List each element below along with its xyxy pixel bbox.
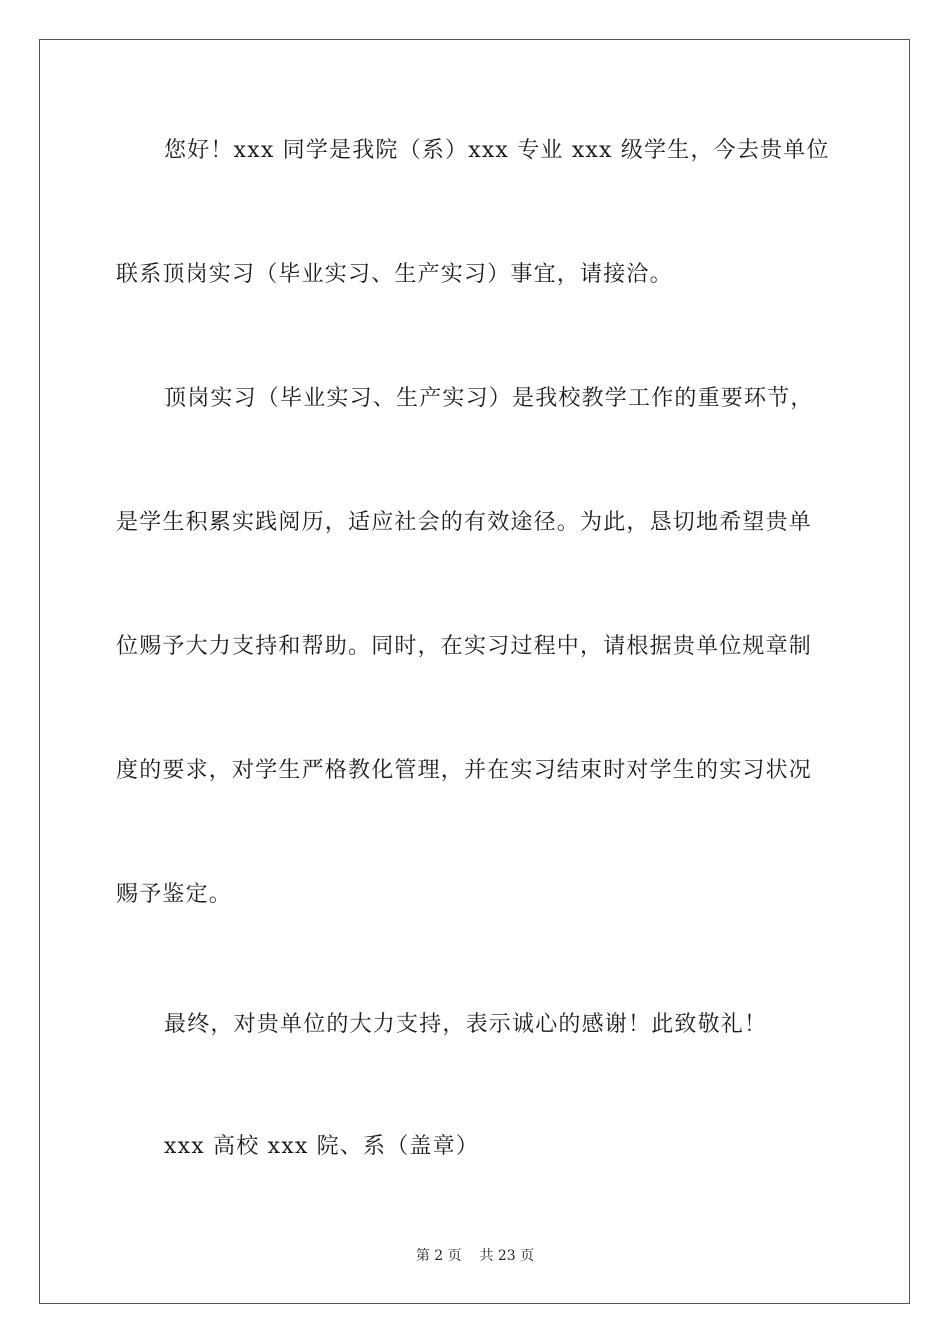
page-number: 第 2 页: [415, 1248, 462, 1264]
paragraph-line: 位赐予大力支持和帮助。同时，在实习过程中，请根据贵单位规章制: [116, 634, 813, 659]
paragraph-line: 您好！xxx 同学是我院（系）xxx 专业 xxx 级学生，今去贵单位: [164, 138, 830, 163]
paragraph-line: 度的要求，对学生严格教化管理，并在实习结束时对学生的实习状况: [116, 758, 813, 783]
paragraph-line: 顶岗实习（毕业实习、生产实习）是我校教学工作的重要环节，: [164, 386, 814, 411]
paragraph-line: 赐予鉴定。: [116, 882, 233, 907]
page-frame: [39, 39, 910, 1304]
paragraph-line: 最终，对贵单位的大力支持，表示诚心的感谢！此致敬礼！: [164, 1012, 768, 1037]
page-total: 共 23 页: [479, 1248, 535, 1264]
page-footer: [0, 1247, 950, 1265]
signature-line: xxx 高校 xxx 院、系（盖章）: [164, 1134, 480, 1159]
paragraph-line: 是学生积累实践阅历，适应社会的有效途径。为此，恳切地希望贵单: [116, 510, 813, 535]
paragraph-line: 联系顶岗实习（毕业实习、生产实习）事宜，请接洽。: [116, 262, 673, 287]
